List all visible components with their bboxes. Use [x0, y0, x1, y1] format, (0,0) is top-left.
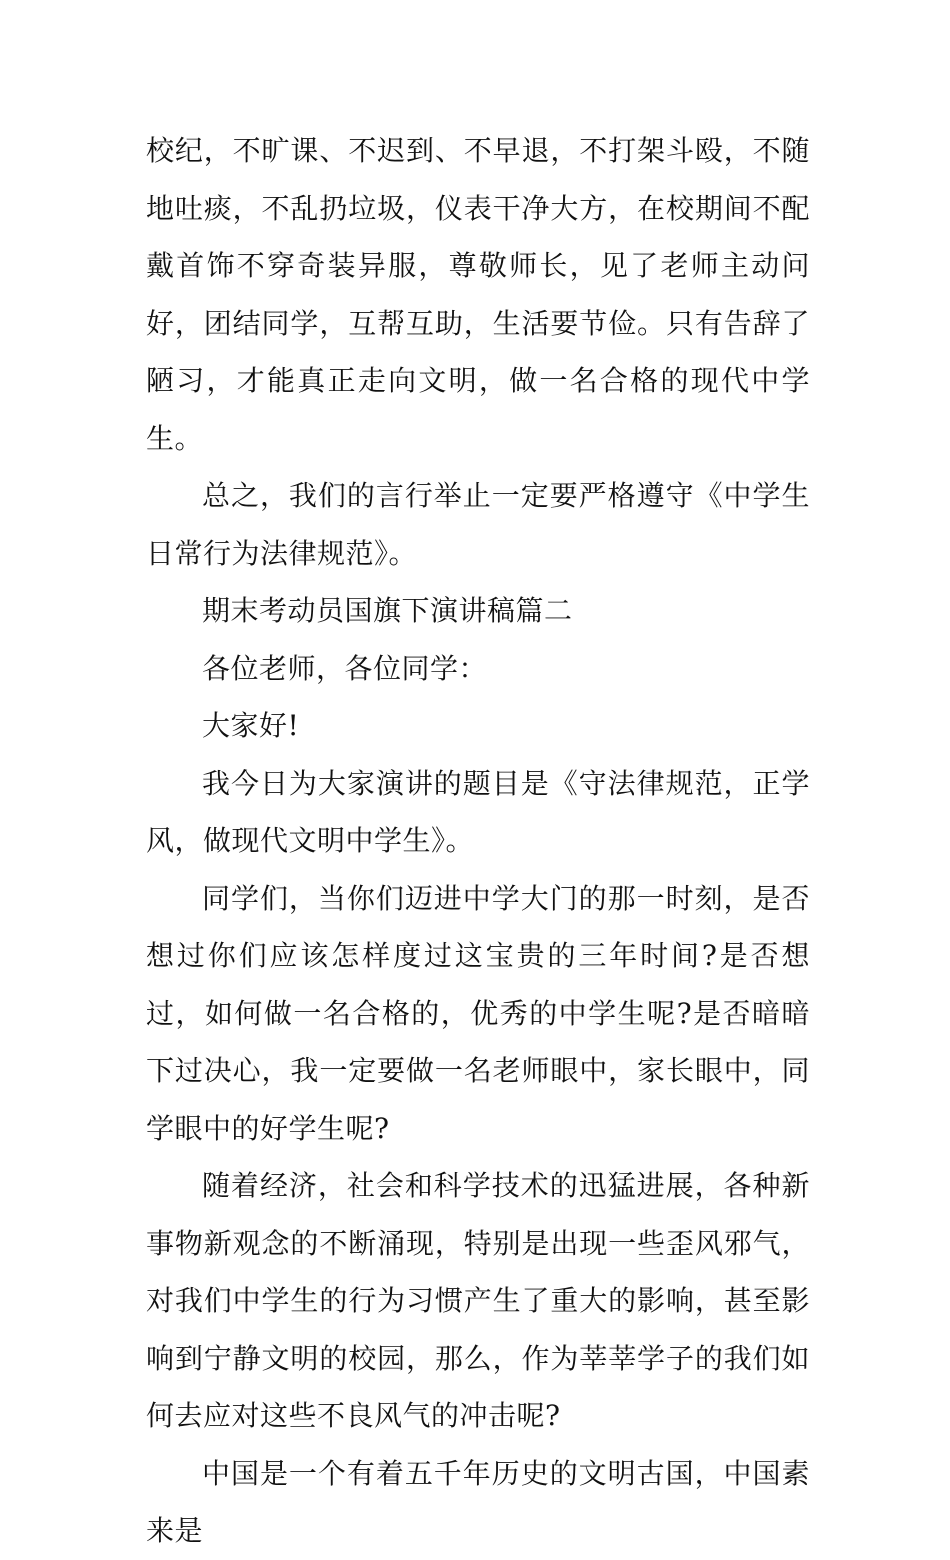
paragraph-topic: 我今日为大家演讲的题目是《守法律规范，正学风，做现代文明中学生》。: [146, 766, 810, 857]
paragraph-4: 随着经济，社会和科学技术的迅猛进展，各种新事物新观念的不断涌现，特别是出现一些歪风邪气，对我们中学生的行为习惯产生了重大的影响，甚至影响到宁静文明的校园，那么，作为莘莘学子的我们如何去应对这些不良风气的冲击呢?: [146, 1169, 810, 1432]
paragraph-3: 同学们，当你们迈进中学大门的那一时刻，是否想过你们应该怎样度过这宝贵的三年时间?是否想过，如何做一名合格的，优秀的中学生呢?是否暗暗下过决心，我一定要做一名老师眼中，家长眼中，同学眼中的好学生呢?: [146, 881, 810, 1145]
paragraph-2: 总之，我们的言行举止一定要严格遵守《中学生日常行为法律规范》。: [146, 479, 810, 570]
paragraph-5: 中国是一个有着五千年历史的文明古国，中国素来是: [146, 1456, 810, 1547]
paragraph-1: 校纪，不旷课、不迟到、不早退，不打架斗殴，不随地吐痰，不乱扔垃圾，仪表干净大方，在校期间不配戴首饰不穿奇装异服，尊敬师长，见了老师主动问好，团结同学，互帮互助，生活要节俭。只有告辞了陋习，才能真正走向文明，做一名合格的现代中学生。: [146, 134, 810, 455]
section-heading: 期末考动员国旗下演讲稿篇二: [202, 594, 573, 627]
salutation: 各位老师，各位同学：: [202, 651, 488, 685]
greeting: 大家好!: [202, 709, 300, 742]
